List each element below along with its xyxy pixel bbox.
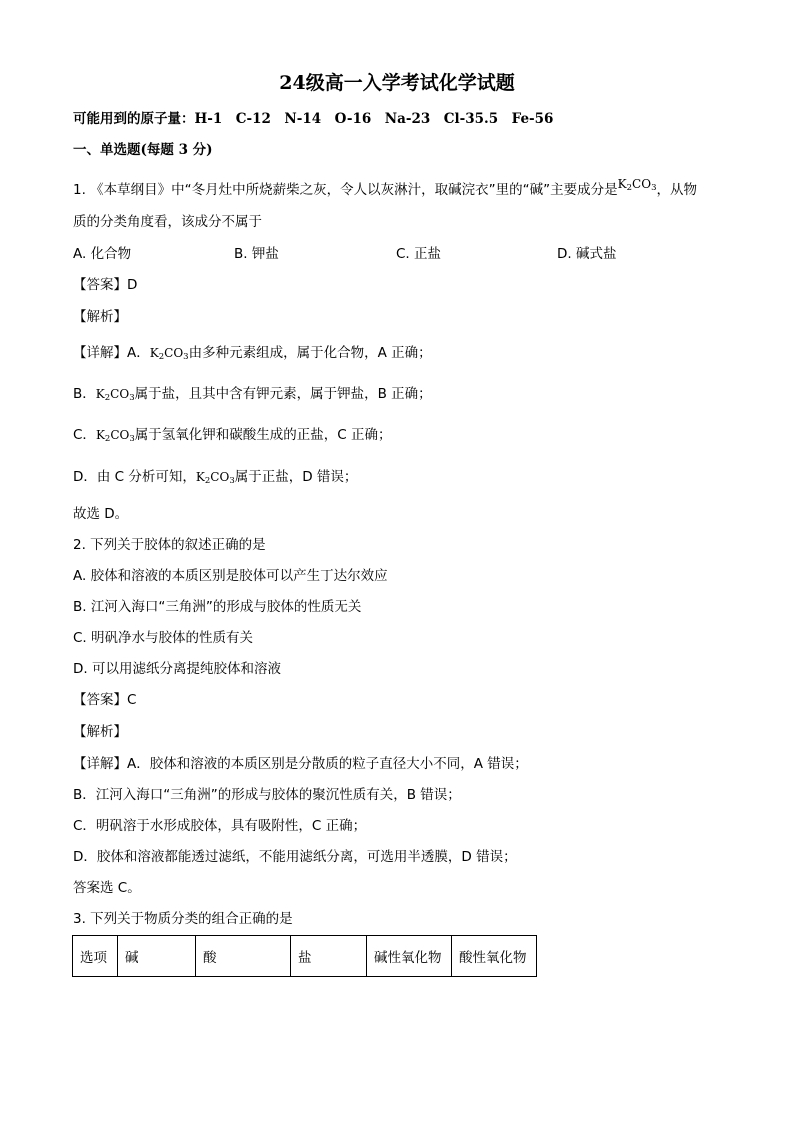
q1-detail-a: 【详解】A．$K_2CO_3$由多种元素组成，属于化合物，A 正确； [73,345,432,362]
q2-detail-b: B．江河入海口“三角洲”的形成与胶体的聚沉性质有关，B 错误； [73,787,461,803]
table-header-cell: 碱 [118,936,196,977]
q2-option-c: C. 明矾净水与胶体的性质有关 [73,630,254,646]
k2co3-formula: $K_2CO_3$ [617,177,657,193]
table-header-cell: 碱性氧化物 [367,936,452,977]
q3-stem: 3. 下列关于物质分类的组合正确的是 [73,911,293,927]
q1-option-a: A. 化合物 [73,246,132,262]
table-header-cell: 选项 [73,936,118,977]
page-title: 24级高一入学考试化学试题 [279,72,515,94]
q1-stem [73,177,697,203]
q2-option-a: A. 胶体和溶液的本质区别是胶体可以产生丁达尔效应 [73,568,388,584]
q2-option-b: B. 江河入海口“三角洲”的形成与胶体的性质无关 [73,599,362,615]
q2-stem: 2. 下列关于胶体的叙述正确的是 [73,537,266,553]
q1-detail-b: B．$K_2CO_3$属于盐，且其中含有钾元素，属于钾盐，B 正确； [73,386,432,403]
table-header-cell: 盐 [291,936,367,977]
k2co3-formula: $K_2CO_3$ [149,346,189,362]
q1-answer: 【答案】D [73,277,138,293]
q2-conclusion: 答案选 C。 [73,880,141,896]
q2-detail-d: D．胶体和溶液都能透过滤纸，不能用滤纸分离，可选用半透膜，D 错误； [73,849,517,865]
q3-classification-table [72,935,537,977]
q1-detail-d: D．由 C 分析可知，$K_2CO_3$属于正盐，D 错误； [73,469,358,486]
q1-conclusion: 故选 D。 [73,506,129,522]
q1-option-d: D. 碱式盐 [557,246,617,262]
q2-answer: 【答案】C [73,692,137,708]
atomic-masses-line: 可能用到的原子量：H-1 C-12 N-14 O-16 Na-23 Cl-35.5 Fe-56 [73,111,554,127]
q2-detail-c: C．明矾溶于水形成胶体，具有吸附性，C 正确； [73,818,367,834]
section-heading: 一、单选题(每题 3 分) [73,142,213,158]
q1-option-b: B. 钾盐 [234,246,279,262]
table-header-row [73,936,537,977]
q1-detail-c: C．$K_2CO_3$属于氢氧化钾和碳酸生成的正盐，C 正确； [73,427,392,444]
k2co3-formula: $K_2CO_3$ [95,428,135,444]
q1-stem-line2: 质的分类角度看，该成分不属于 [73,214,262,230]
q1-analysis-label: 【解析】 [73,309,127,325]
q2-analysis-label: 【解析】 [73,724,127,740]
table-header-cell: 酸 [196,936,291,977]
q1-stem-text: 1. 《本草纲目》中“冬月灶中所烧薪柴之灰，令人以灰淋汁，取碱浣衣”里的“碱”主要成分是 [73,182,618,198]
k2co3-formula: $K_2CO_3$ [95,387,135,403]
table-header-cell: 酸性氧化物 [452,936,537,977]
q2-option-d: D. 可以用滤纸分离提纯胶体和溶液 [73,661,281,677]
q1-stem-text-end: ，从物 [656,182,697,198]
k2co3-formula: $K_2CO_3$ [195,470,235,486]
q2-detail-a: 【详解】A．胶体和溶液的本质区别是分散质的粒子直径大小不同，A 错误； [73,756,528,772]
q1-option-c: C. 正盐 [396,246,442,262]
